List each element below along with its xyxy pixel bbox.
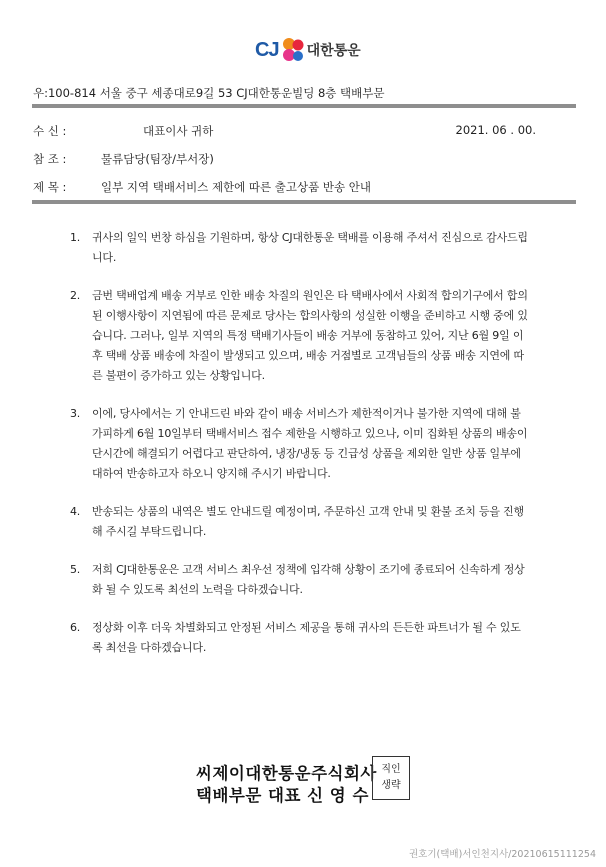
reference-label: 참 조 : (33, 152, 67, 166)
header-divider (32, 104, 576, 108)
list-item (70, 502, 530, 542)
seal-text-line2: 생략 (381, 780, 401, 791)
reference-field (33, 151, 214, 167)
document-code: 권호기(택배)서인천지사/20210615111254 (408, 849, 596, 860)
sender-address: 우:100-814 서울 중구 세종대로9길 53 CJ대한통운빌딩 8층 택배부문 (33, 86, 385, 100)
item-number: 5. (70, 563, 81, 576)
notice-items (70, 228, 530, 676)
item-number: 4. (70, 505, 81, 518)
subject-label: 제 목 : (33, 180, 67, 194)
reference-value: 물류담당(팀장/부서장) (101, 152, 214, 166)
item-text: 반송되는 상품의 내역은 별도 안내드릴 예정이며, 주문하신 고객 안내 및 환불 조치 등을 진행해 주시길 부탁드립니다. (92, 505, 524, 538)
list-item (70, 228, 530, 268)
list-item (70, 618, 530, 658)
cj-logo (255, 30, 361, 70)
seal-text-line1: 직인 (381, 764, 401, 775)
subject-value: 일부 지역 택배서비스 제한에 따른 출고상품 반송 안내 (101, 180, 371, 194)
item-number: 6. (70, 621, 81, 634)
recipient-field (33, 123, 213, 139)
signature-representative: 택배부문 대표 신 영 수 (196, 786, 369, 805)
item-text: 금번 택배업계 배송 거부로 인한 배송 차질의 원인은 타 택배사에서 사회적 합의기구에서 합의된 이행사항이 지연됨에 따른 문제로 당사는 합의사항의 성실한 이행을 준비하고 시행 중에 있습니다. 그러나, 일부 지역의 특정 택배기사들이 배송 거부에 동참하고 있어, 지난 6월 9일 이후 택배 상품 배송에 차질이 발생되고 있으며, 배송 거점별로 고객님들의 상품 배송 지연에 따른 불편이 증가하고 있는 상황입니다. (92, 289, 528, 382)
logo-company-name: 대한통운 (306, 43, 361, 59)
item-text: 귀사의 일익 번창 하심을 기원하며, 항상 CJ대한통운 택배를 이용해 주셔서 진심으로 감사드립니다. (92, 231, 528, 264)
cj-petal-icon (281, 37, 305, 63)
item-number: 2. (70, 289, 81, 302)
recipient-value: 대표이사 귀하 (143, 124, 214, 138)
signature-company: 씨제이대한통운주식회사 (196, 764, 377, 783)
list-item (70, 286, 530, 386)
logo-cj-text: CJ (255, 38, 279, 61)
recipient-label: 수 신 : (33, 124, 67, 138)
item-text: 정상화 이후 더욱 차별화되고 안정된 서비스 제공을 통해 귀사의 든든한 파트너가 될 수 있도록 최선을 다하겠습니다. (92, 621, 521, 654)
item-text: 저희 CJ대한통운은 고객 서비스 최우선 정책에 입각해 상황이 조기에 종료되어 신속하게 정상화 될 수 있도록 최선의 노력을 다하겠습니다. (92, 563, 525, 596)
document-date: 2021. 06 . 00. (455, 123, 536, 137)
subject-divider (32, 200, 576, 204)
list-item (70, 560, 530, 600)
item-number: 1. (70, 231, 81, 244)
official-seal-box (372, 756, 410, 800)
list-item (70, 404, 530, 484)
item-text: 이에, 당사에서는 기 안내드린 바와 같이 배송 서비스가 제한적이거나 불가한 지역에 대해 불가피하게 6월 10일부터 택배서비스 접수 제한을 시행하고 있으나, 이미 집화된 상품의 배송이 단시간에 해결되기 어렵다고 판단하여, 냉장/냉동 등 긴급성 상품을 제외한 일반 상품 일부에 대하여 반송하고자 하오니 양지해 주시기 바랍니다. (92, 407, 528, 480)
subject-field (33, 179, 371, 195)
item-number: 3. (70, 407, 81, 420)
